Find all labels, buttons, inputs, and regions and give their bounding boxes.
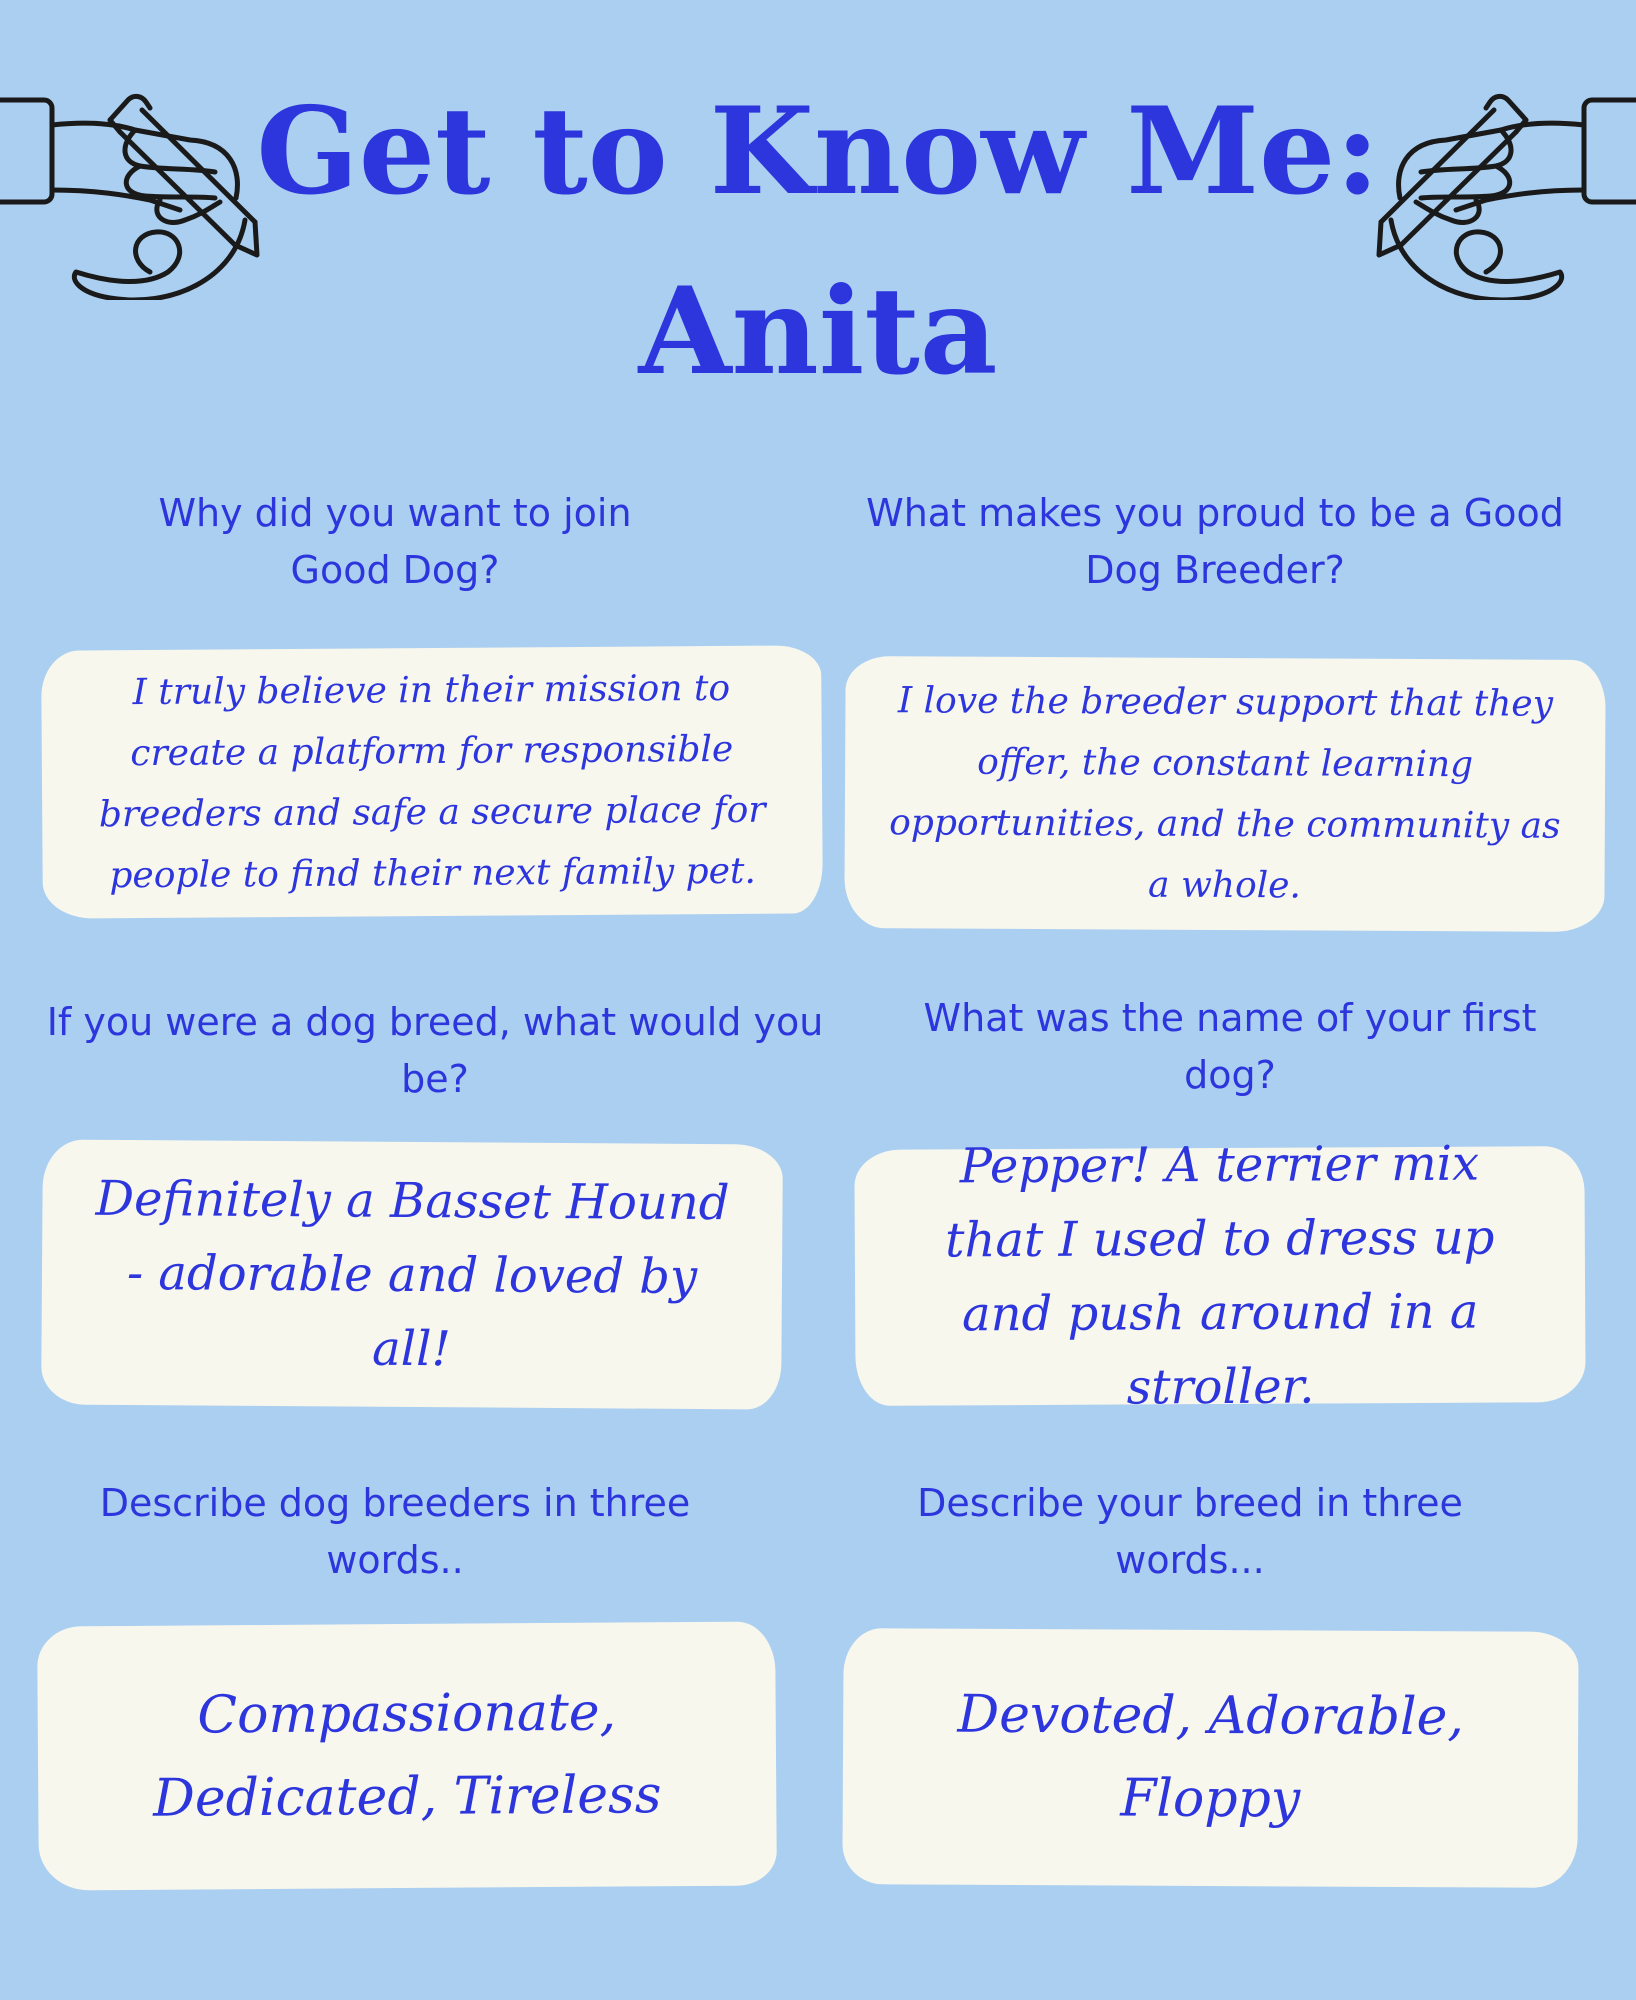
page-title-name: Anita — [638, 261, 998, 402]
answer-card-2 — [844, 656, 1605, 932]
answer-1: I truly believe in their mission to create a platform for responsible breeders and safe a secure place for people to find their next family pet. — [98, 667, 766, 897]
answer-card-3 — [41, 1139, 783, 1409]
question-6: Describe your breed in three words... — [917, 1481, 1463, 1582]
answer-4: Pepper! A terrier mix that I used to dress up and push around in a stroller. — [945, 1135, 1495, 1416]
answer-3: Definitely a Basset Hound - adorable and loved by all! — [95, 1170, 730, 1377]
question-3: If you were a dog breed, what would you be? — [46, 1000, 824, 1101]
answer-card-1 — [41, 645, 823, 918]
question-4: What was the name of your first dog? — [923, 996, 1537, 1097]
question-1: Why did you want to join Good Dog? — [158, 491, 632, 592]
question-2: What makes you proud to be a Good Dog Breeder? — [866, 491, 1564, 592]
answer-6: Devoted, Adorable, Floppy — [957, 1684, 1465, 1830]
answer-card-5 — [37, 1621, 777, 1890]
answer-2: I love the breeder support that they offer, the constant learning opportunities, and the community as a whole. — [889, 680, 1561, 907]
answer-5: Compassionate, Dedicated, Tireless — [152, 1682, 662, 1829]
question-5: Describe dog breeders in three words.. — [99, 1481, 691, 1582]
answer-card-6 — [842, 1628, 1578, 1888]
page-title: Get to Know Me: — [256, 81, 1380, 222]
answer-card-4 — [854, 1135, 1585, 1416]
